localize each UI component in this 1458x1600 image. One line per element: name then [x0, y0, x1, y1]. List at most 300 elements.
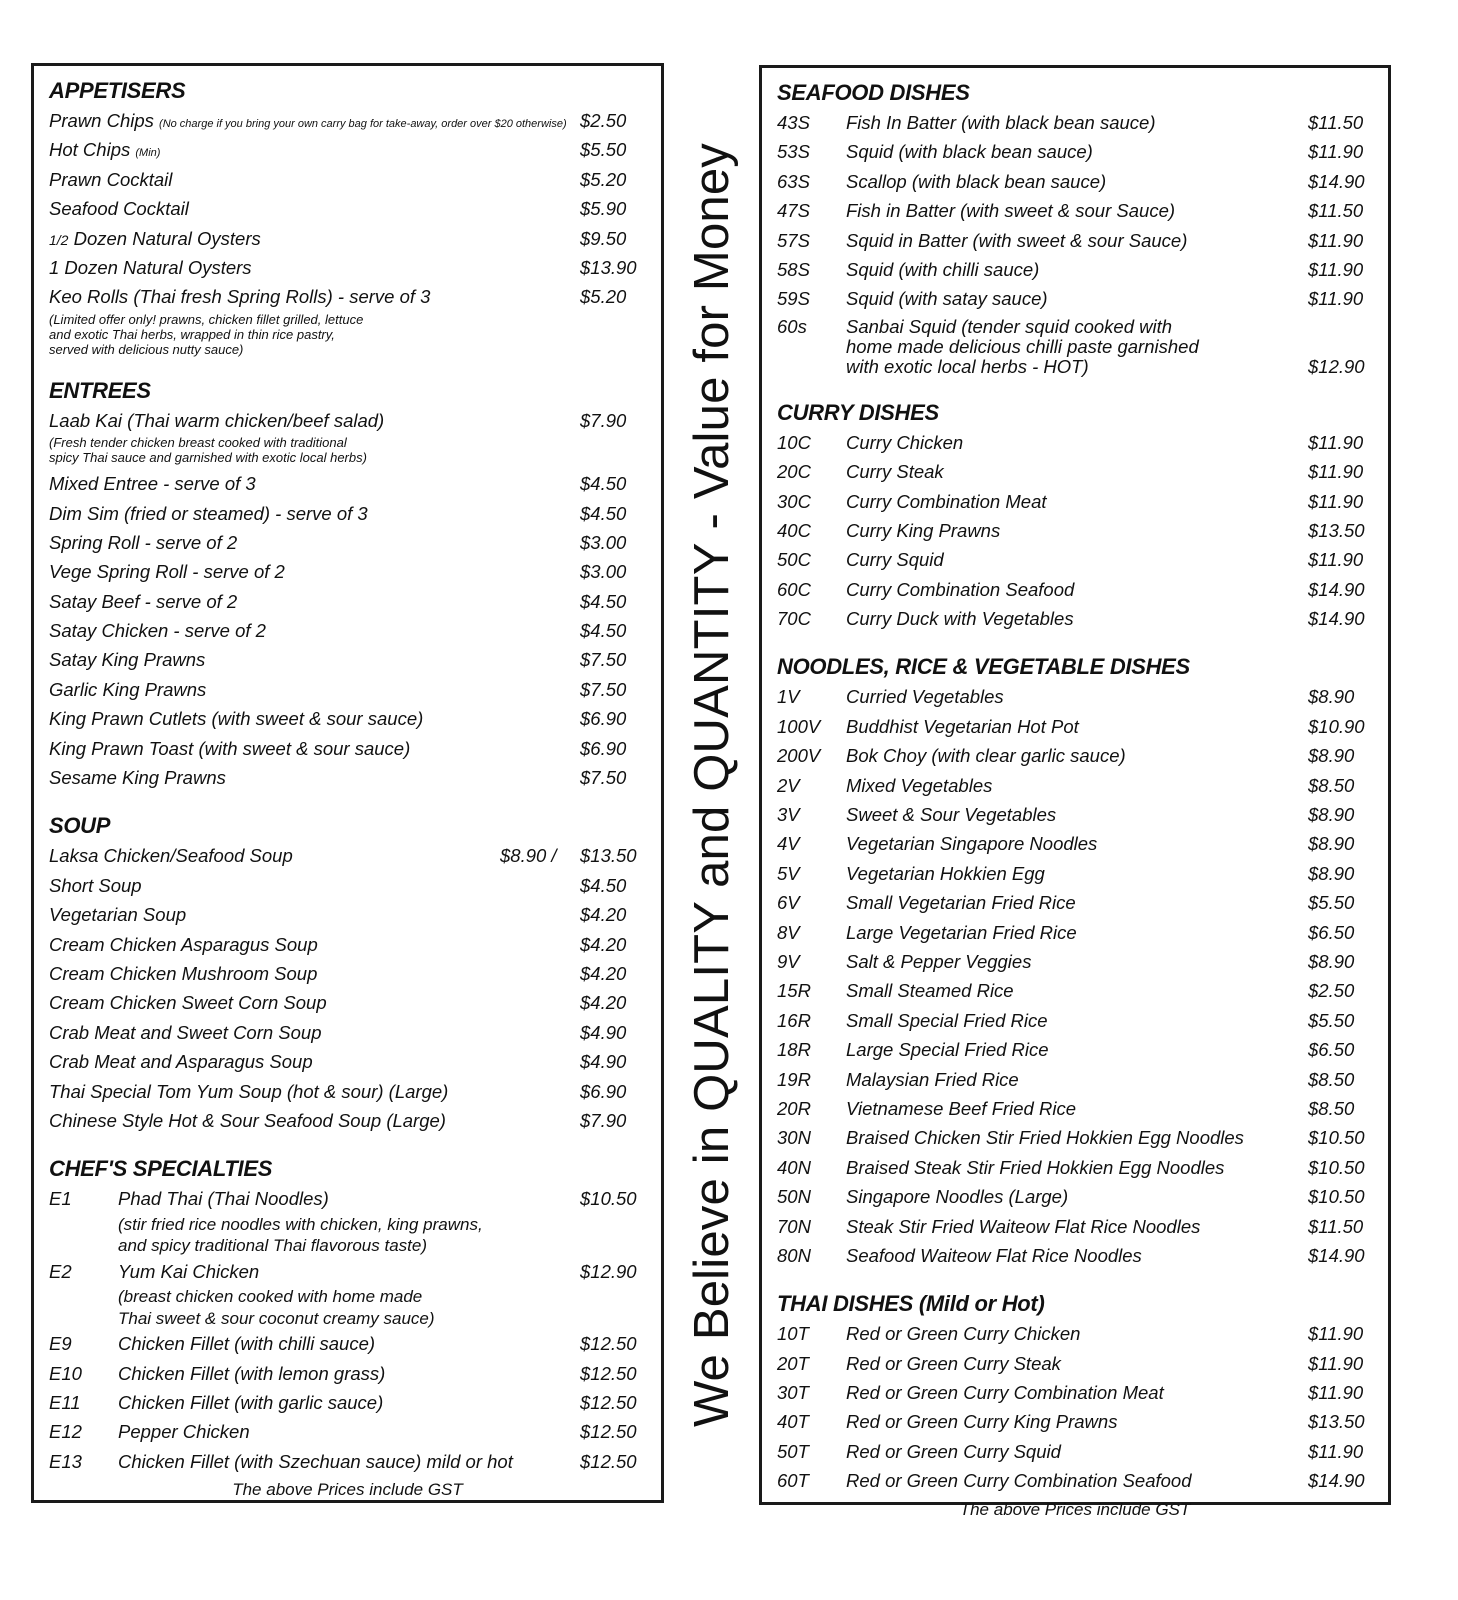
item-name	[846, 545, 944, 574]
item-inline-note: (No charge if you bring your own carry bag for take-away, order over $20 otherwise)	[159, 118, 567, 130]
item-code: 20C	[777, 461, 811, 483]
item-name	[846, 1212, 1200, 1241]
menu-item	[762, 604, 1388, 633]
menu-item	[34, 675, 661, 704]
item-name	[49, 763, 226, 792]
menu-item	[762, 545, 1388, 574]
item-name	[846, 1437, 1061, 1466]
item-name	[846, 1378, 1164, 1407]
menu-item	[34, 106, 661, 135]
menu-item	[762, 1241, 1388, 1270]
item-price: $2.50	[580, 110, 627, 131]
item-price: $8.90	[1308, 862, 1355, 884]
gst-footer: The above Prices include GST	[959, 1499, 1191, 1519]
menu-item	[34, 645, 661, 674]
menu-item	[762, 741, 1388, 770]
menu-item	[762, 314, 1388, 379]
item-name-text: Curried Vegetables	[846, 686, 1004, 708]
item-name	[846, 428, 963, 457]
item-name	[846, 1349, 1061, 1378]
item-code: 10T	[777, 1323, 809, 1345]
menu-item	[34, 557, 661, 586]
item-name	[846, 137, 1093, 166]
item-code: 57S	[777, 229, 810, 251]
item-price: $11.90	[1308, 258, 1364, 280]
left-menu-panel	[31, 63, 664, 1503]
item-name	[846, 918, 1077, 947]
item-name-text: Singapore Noodles (Large)	[846, 1186, 1069, 1208]
item-price: $12.50	[580, 1421, 637, 1443]
item-name	[846, 1123, 1244, 1152]
item-name-text: Keo Rolls (Thai fresh Spring Rolls) - serve of 3	[49, 286, 431, 308]
item-name-text: Small Steamed Rice	[846, 980, 1014, 1002]
item-name-text: Red or Green Curry Squid	[846, 1440, 1061, 1462]
menu-item	[762, 1378, 1388, 1407]
item-note-line: and exotic Thai herbs, wrapped in thin rice pastry,	[49, 326, 335, 342]
item-name-text: Chicken Fillet (with lemon grass)	[118, 1362, 386, 1384]
item-name-text: Prawn Cocktail	[49, 168, 173, 190]
item-name-text: Crab Meat and Asparagus Soup	[49, 1051, 313, 1073]
item-note-line: spicy Thai sauce and garnished with exotic local herbs)	[49, 450, 367, 466]
menu-item	[34, 734, 661, 763]
item-name	[846, 108, 1156, 137]
item-price: $4.20	[580, 933, 627, 955]
item-code: 15R	[777, 980, 811, 1002]
item-name	[49, 587, 237, 616]
item-name	[49, 528, 237, 557]
menu-item	[762, 108, 1388, 137]
item-code: E13	[49, 1450, 82, 1472]
item-name	[49, 616, 266, 645]
menu-item	[34, 253, 661, 282]
menu-item	[762, 428, 1388, 457]
item-code: 50C	[777, 549, 811, 571]
menu-item	[762, 1123, 1388, 1152]
item-name-text: Curry Duck with Vegetables	[846, 608, 1074, 630]
item-price: $11.90	[1308, 288, 1364, 310]
slogan: We Believe in QUALITY and QUANTITY - Value for Money	[685, 142, 739, 1428]
item-name-text: Prawn Chips	[49, 110, 154, 131]
item-name	[49, 871, 142, 900]
item-name-text: Cream Chicken Mushroom Soup	[49, 962, 318, 984]
item-code: 16R	[777, 1009, 811, 1031]
item-name	[118, 1329, 375, 1358]
item-name-text: Satay Beef - serve of 2	[49, 590, 238, 612]
item-code: 30C	[777, 490, 811, 512]
item-code: 6V	[777, 892, 800, 914]
item-price: $14.90	[1308, 1244, 1365, 1266]
item-name	[846, 457, 944, 486]
item-name	[118, 1417, 250, 1446]
item-price: $10.50	[1308, 1127, 1365, 1149]
menu-item	[762, 1437, 1388, 1466]
item-name-text: Squid (with chilli sauce)	[846, 258, 1040, 280]
menu-item	[762, 487, 1388, 516]
item-name	[846, 1182, 1068, 1211]
item-inline-note: (Min)	[135, 147, 161, 160]
menu-item	[762, 888, 1388, 917]
item-price: $9.50	[580, 227, 627, 249]
menu-item	[762, 1212, 1388, 1241]
item-price: $8.90	[1308, 950, 1355, 972]
menu-item	[762, 976, 1388, 1005]
item-price: $12.50	[580, 1450, 637, 1472]
item-name	[49, 734, 410, 763]
menu-section	[762, 652, 1388, 1270]
menu-item	[762, 829, 1388, 858]
section-heading: APPETISERS	[49, 78, 186, 103]
item-code: 10C	[777, 431, 811, 453]
item-code: 2V	[777, 774, 800, 796]
menu-item	[762, 947, 1388, 976]
item-name	[846, 575, 1074, 604]
item-price: $13.90	[580, 256, 637, 278]
item-price: $4.50	[580, 874, 627, 896]
item-name	[846, 829, 1097, 858]
menu-item	[34, 616, 661, 645]
item-name	[846, 1006, 1048, 1035]
menu-item	[762, 1182, 1388, 1211]
item-price: $8.90	[1308, 804, 1355, 826]
item-price: $2.50	[1308, 980, 1355, 1002]
item-name-text: King Prawn Toast (with sweet & sour sauce)	[49, 737, 411, 759]
item-price: $8.50	[1308, 774, 1355, 796]
item-name	[846, 226, 1187, 255]
menu-item	[34, 704, 661, 733]
item-price: $6.90	[580, 737, 627, 759]
item-name	[846, 800, 1056, 829]
menu-item	[762, 196, 1388, 225]
menu-item	[34, 1359, 661, 1388]
item-code: 50T	[777, 1440, 809, 1462]
item-name-text: Yum Kai Chicken	[118, 1260, 260, 1282]
item-code: E10	[49, 1362, 82, 1384]
item-name-text: Hot Chips	[49, 139, 131, 161]
item-name-prefix: 1/2	[49, 231, 69, 248]
item-name	[846, 771, 992, 800]
menu-section	[34, 1154, 661, 1476]
menu-item	[34, 165, 661, 194]
menu-section	[34, 76, 661, 357]
item-name-text: Vegetarian Hokkien Egg	[846, 862, 1045, 884]
item-code: 9V	[777, 950, 800, 972]
item-name-text: Phad Thai (Thai Noodles)	[118, 1188, 329, 1210]
item-price: $12.90	[1308, 355, 1365, 377]
item-price: $7.90	[580, 1109, 627, 1131]
item-price-small: $8.90 /	[500, 845, 557, 867]
item-name-text: Red or Green Curry Chicken	[846, 1323, 1081, 1345]
section-heading: ENTREES	[49, 377, 151, 403]
item-name	[846, 1241, 1142, 1270]
item-price: $13.50	[580, 845, 637, 867]
item-code: 1V	[777, 686, 800, 708]
item-price: $11.90	[1308, 1440, 1364, 1462]
item-name	[846, 167, 1106, 196]
item-name-text: Seafood Waiteow Flat Rice Noodles	[846, 1244, 1142, 1266]
item-code: 43S	[777, 112, 810, 133]
section-heading: THAI DISHES (Mild or Hot)	[777, 1291, 1045, 1317]
item-name	[846, 1065, 1019, 1094]
item-name-text: Sesame King Prawns	[49, 767, 226, 789]
item-name-text: Dozen Natural Oysters	[68, 227, 261, 249]
menu-item	[762, 800, 1388, 829]
item-name-text: Dim Sim (fried or steamed) - serve of 3	[49, 502, 368, 524]
menu-item	[34, 469, 661, 498]
menu-item	[762, 771, 1388, 800]
item-note-line: (Fresh tender chicken breast cooked with traditional	[49, 435, 347, 451]
item-price: $14.90	[1308, 1470, 1365, 1492]
item-name-text: Fish In Batter (with black bean sauce)	[846, 112, 1156, 133]
item-name	[846, 1094, 1076, 1123]
item-name-text: Buddhist Vegetarian Hot Pot	[846, 715, 1079, 737]
item-price: $12.50	[580, 1391, 637, 1413]
menu-item	[762, 1319, 1388, 1348]
item-name-text: Mixed Entree - serve of 3	[49, 473, 256, 495]
item-code: 40T	[777, 1411, 809, 1433]
menu-item	[34, 282, 661, 311]
item-price: $6.50	[1308, 921, 1355, 943]
item-price: $10.50	[580, 1188, 637, 1210]
item-name-text: Red or Green Curry Combination Seafood	[846, 1470, 1192, 1492]
item-name-text: Curry Combination Meat	[846, 490, 1047, 512]
item-price: $5.50	[1308, 892, 1355, 914]
item-name	[49, 557, 285, 586]
item-code: 70N	[777, 1215, 811, 1237]
item-price: $7.50	[580, 767, 627, 789]
menu-item	[34, 224, 661, 253]
item-code: 53S	[777, 141, 810, 163]
item-name	[49, 165, 172, 194]
item-price: $12.90	[580, 1260, 637, 1282]
item-code: 5V	[777, 862, 800, 884]
item-code: 30N	[777, 1127, 811, 1149]
item-price: $14.90	[1308, 170, 1365, 192]
menu-item	[762, 137, 1388, 166]
item-name	[846, 516, 1000, 545]
menu-item	[762, 682, 1388, 711]
item-name	[49, 1047, 313, 1076]
item-price: $7.90	[580, 409, 627, 431]
item-description-line: and spicy traditional Thai flavorous taste)	[118, 1236, 427, 1256]
item-name	[49, 135, 160, 168]
item-name	[49, 499, 368, 528]
item-name-text: Thai Special Tom Yum Soup (hot & sour) (Large)	[49, 1080, 449, 1102]
item-name-text: Vegetarian Soup	[49, 904, 187, 926]
item-name	[49, 930, 318, 959]
item-price: $11.90	[1308, 549, 1364, 571]
item-price: $10.50	[1308, 1186, 1365, 1208]
menu-section	[34, 811, 661, 1135]
item-name-text: Pepper Chicken	[118, 1421, 250, 1443]
item-price: $11.50	[1308, 112, 1364, 133]
item-code: 47S	[777, 200, 810, 222]
item-price: $4.20	[580, 962, 627, 984]
item-name	[762, 317, 1388, 377]
item-name-text: King Prawn Cutlets (with sweet & sour sauce)	[49, 708, 424, 730]
menu-item	[34, 871, 661, 900]
item-code: 60T	[777, 1470, 809, 1492]
item-code: 60s	[777, 315, 807, 337]
item-price: $10.50	[1308, 1156, 1365, 1178]
item-price: $8.90	[1308, 686, 1355, 708]
item-price: $8.90	[1308, 833, 1355, 855]
item-name	[49, 224, 261, 255]
item-name-text: Vege Spring Roll - serve of 2	[49, 561, 285, 583]
item-price: $4.90	[580, 1051, 627, 1073]
menu-item	[762, 1349, 1388, 1378]
item-price: $11.90	[1308, 141, 1364, 163]
menu-item	[762, 1094, 1388, 1123]
item-name	[846, 712, 1079, 741]
menu-item	[762, 918, 1388, 947]
item-price: $11.90	[1308, 1323, 1364, 1345]
item-code: 80N	[777, 1244, 811, 1266]
item-name	[846, 1407, 1117, 1436]
item-name-text: Spring Roll - serve of 2	[49, 531, 238, 553]
item-description-line: (stir fried rice noodles with chicken, king prawns,	[118, 1214, 483, 1234]
item-price: $12.50	[580, 1362, 637, 1384]
section-heading: CURRY DISHES	[777, 399, 939, 425]
item-code: 70C	[777, 608, 811, 630]
item-name	[846, 255, 1039, 284]
item-name	[846, 1466, 1192, 1495]
item-code: 20T	[777, 1352, 809, 1374]
item-code: 58S	[777, 258, 810, 280]
item-name	[49, 469, 256, 498]
item-code: 8V	[777, 921, 800, 943]
menu-item	[762, 226, 1388, 255]
item-price: $11.90	[1308, 1382, 1364, 1404]
item-code: E11	[49, 1391, 81, 1413]
item-price: $5.50	[580, 139, 627, 161]
menu-item	[34, 1106, 661, 1135]
menu-item	[762, 284, 1388, 313]
section-heading: CHEF'S SPECIALTIES	[49, 1156, 273, 1182]
item-name	[49, 1077, 448, 1106]
item-name-text: Satay King Prawns	[49, 649, 206, 671]
item-name-text: Garlic King Prawns	[49, 678, 207, 700]
item-name-text: Chicken Fillet (with chilli sauce)	[118, 1333, 376, 1355]
section-heading: SOUP	[49, 813, 111, 839]
item-price: $10.90	[1308, 715, 1365, 737]
item-name-text: Curry King Prawns	[846, 519, 1001, 541]
section-heading: SEAFOOD DISHES	[777, 80, 970, 105]
item-name-text: Bok Choy (with clear garlic sauce)	[846, 745, 1126, 767]
item-name	[846, 1319, 1080, 1348]
item-name-text: Vegetarian Singapore Noodles	[846, 833, 1098, 855]
item-name-text: Laksa Chicken/Seafood Soup	[49, 845, 293, 867]
menu-item	[34, 1388, 661, 1417]
item-code: 40N	[777, 1156, 811, 1178]
item-price: $11.90	[1308, 229, 1364, 251]
menu-item	[762, 167, 1388, 196]
item-price: $5.50	[1308, 1009, 1355, 1031]
item-name	[49, 1106, 446, 1135]
item-code: 59S	[777, 288, 810, 310]
item-code: 20R	[777, 1097, 811, 1119]
item-name	[49, 900, 186, 929]
item-code: 100V	[777, 715, 821, 737]
item-price: $8.50	[1308, 1068, 1355, 1090]
item-name-text: Small Vegetarian Fried Rice	[846, 892, 1076, 914]
item-name-text: Fish in Batter (with sweet & sour Sauce)	[846, 200, 1176, 222]
item-price: $8.90	[1308, 745, 1355, 767]
menu-item	[34, 194, 661, 223]
item-name	[118, 1184, 329, 1213]
item-description-line: (breast chicken cooked with home made	[118, 1287, 423, 1307]
item-name	[49, 675, 206, 704]
item-price: $11.90	[1308, 490, 1364, 512]
item-description-line: Thai sweet & sour coconut creamy sauce)	[118, 1308, 435, 1328]
item-price: $11.90	[1308, 461, 1364, 483]
item-name-text: Seafood Cocktail	[49, 198, 189, 220]
item-name-text: Curry Combination Seafood	[846, 578, 1075, 600]
item-code: E2	[49, 1260, 72, 1282]
item-name	[846, 888, 1076, 917]
menu-item	[762, 516, 1388, 545]
menu-item	[34, 528, 661, 557]
item-description	[34, 1214, 661, 1257]
item-name-text: Chinese Style Hot & Sour Seafood Soup (Large)	[49, 1109, 446, 1131]
item-name	[49, 106, 567, 139]
item-price: $3.00	[580, 531, 627, 553]
item-code: E12	[49, 1421, 82, 1443]
menu-item	[34, 1184, 661, 1213]
item-name-text: Laab Kai (Thai warm chicken/beef salad)	[49, 409, 385, 431]
item-name	[846, 947, 1031, 976]
menu-item	[762, 1407, 1388, 1436]
menu-item	[762, 859, 1388, 888]
right-menu-panel	[759, 65, 1391, 1519]
item-price: $4.20	[580, 992, 627, 1014]
item-name-text: Squid in Batter (with sweet & sour Sauce)	[846, 229, 1188, 251]
item-price: $6.90	[580, 708, 627, 730]
item-name	[49, 194, 189, 223]
item-price: $13.50	[1308, 1411, 1365, 1433]
item-name-text: Squid (with satay sauce)	[846, 288, 1048, 310]
item-name-text: Satay Chicken - serve of 2	[49, 620, 266, 642]
item-code: 63S	[777, 170, 810, 192]
item-name	[49, 282, 430, 311]
item-price: $4.90	[580, 1021, 627, 1043]
item-name	[846, 487, 1047, 516]
item-price: $11.90	[1308, 431, 1364, 453]
menu-item	[34, 988, 661, 1017]
item-price: $4.50	[580, 590, 627, 612]
item-price: $13.50	[1308, 519, 1365, 541]
item-name-text: Crab Meat and Sweet Corn Soup	[49, 1021, 322, 1043]
menu-item	[34, 1417, 661, 1446]
item-code: 3V	[777, 804, 800, 826]
menu-item	[762, 457, 1388, 486]
item-note-line: served with delicious nutty sauce)	[49, 341, 244, 357]
item-price: $6.90	[580, 1080, 627, 1102]
item-name-text: Red or Green Curry King Prawns	[846, 1411, 1118, 1433]
menu-item	[34, 930, 661, 959]
item-name-text: 1 Dozen Natural Oysters	[49, 256, 252, 278]
item-name	[49, 959, 317, 988]
item-price: $4.50	[580, 620, 627, 642]
item-description	[34, 1286, 661, 1329]
item-name	[846, 196, 1175, 225]
menu-item	[34, 587, 661, 616]
item-name	[49, 645, 205, 674]
item-code: 30T	[777, 1382, 809, 1404]
item-name-text: Malaysian Fried Rice	[846, 1068, 1019, 1090]
item-price: $8.50	[1308, 1097, 1355, 1119]
menu-item	[34, 1447, 661, 1476]
item-name-text: Curry Squid	[846, 549, 944, 571]
